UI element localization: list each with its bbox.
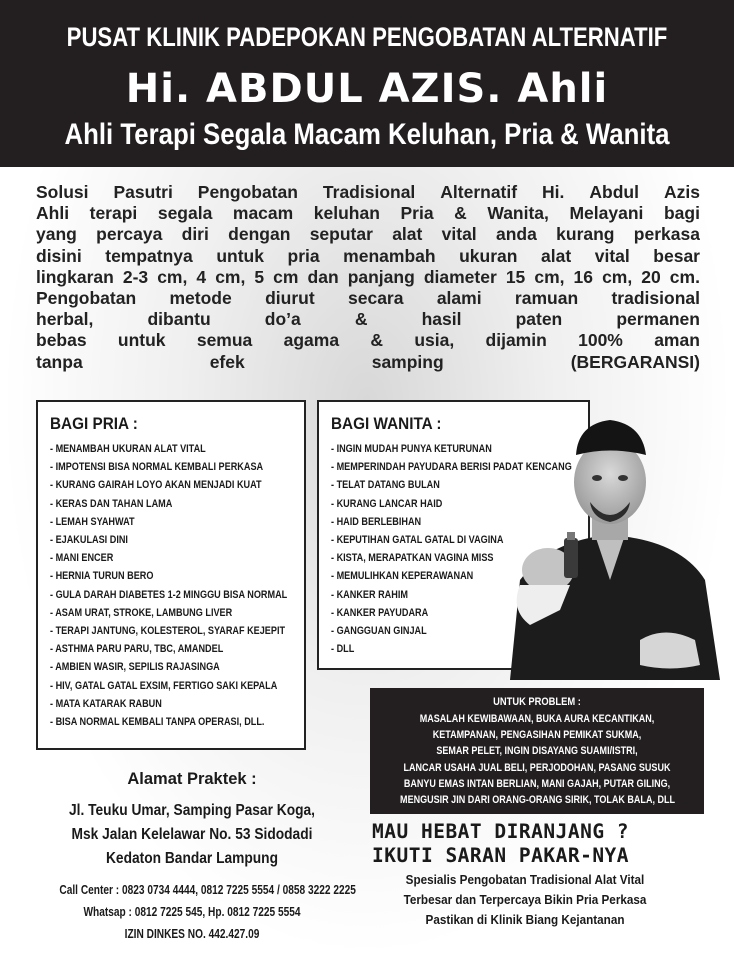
intro-line <box>36 352 700 373</box>
intro-line <box>36 246 700 267</box>
intro-word: bebas <box>36 330 87 351</box>
intro-word: Pengobatan <box>197 182 298 202</box>
problem-line: KETAMPANAN, PENGASIHAN PEMIKAT SUKMA, <box>432 729 642 742</box>
intro-word: secara <box>348 288 404 309</box>
list-item: - KANKER RAHIM <box>331 586 552 604</box>
promo-block <box>372 820 712 928</box>
intro-word: metode <box>169 288 232 309</box>
intro-word: menambah <box>343 245 436 266</box>
intro-word: Azis <box>663 182 700 202</box>
intro-word: macam <box>232 203 294 224</box>
intro-word: ramuan <box>514 288 579 309</box>
intro-word: kurang <box>556 224 615 245</box>
intro-word: untuk <box>117 330 166 351</box>
list-item: - IMPOTENSI BISA NORMAL KEMBALI PERKASA <box>50 458 268 476</box>
list-item: - INGIN MUDAH PUNYA KETURUNAN <box>331 440 552 458</box>
intro-word: samping <box>371 351 444 372</box>
header-banner <box>0 0 734 167</box>
intro-word: diri <box>181 224 209 245</box>
list-item: - LEMAH SYAHWAT <box>50 513 268 531</box>
intro-line <box>36 267 700 288</box>
intro-word: perkasa <box>633 224 700 245</box>
intro-line <box>36 203 700 224</box>
list-item: - MEMULIHKAN KEPERAWANAN <box>331 567 552 585</box>
list-item: - BISA NORMAL KEMBALI TANPA OPERASI, DLL. <box>50 713 268 731</box>
intro-paragraph <box>36 182 700 373</box>
intro-word: tempatnya <box>105 245 193 266</box>
intro-word: Pasutri <box>113 182 173 202</box>
problem-line: LANCAR USAHA JUAL BELI, PERJODOHAN, PASANG SUSUK <box>403 761 671 774</box>
promo-line: Terbesar dan Terpercaya Bikin Pria Perkasa <box>403 892 647 907</box>
list-item: - HIV, GATAL GATAL EXSIM, FERTIGO SAKI KEPALA <box>50 677 268 695</box>
intro-word: 100% <box>578 330 623 351</box>
intro-word: Abdul <box>589 182 639 202</box>
intro-word: & <box>354 309 368 330</box>
intro-word: 5 <box>254 266 265 287</box>
list-item: - DLL <box>331 640 552 658</box>
intro-word: cm, <box>534 266 565 287</box>
intro-word: Hi. <box>542 182 565 202</box>
problem-line: SEMAR PELET, INGIN DISAYANG SUAMI/ISTRI, <box>436 745 638 758</box>
list-item: - MENAMBAH UKURAN ALAT VITAL <box>50 440 268 458</box>
intro-word: 15 <box>505 266 526 287</box>
problem-line: BANYU EMAS INTAN BERLIAN, MANI GAJAH, PUTAR GILING, <box>403 777 671 790</box>
list-item: - TELAT DATANG BULAN <box>331 476 552 494</box>
promo-line: Spesialis Pengobatan Tradisional Alat Vital <box>405 872 645 887</box>
address-line: Jl. Teuku Umar, Samping Pasar Koga, <box>69 802 315 819</box>
intro-word: do’a <box>264 309 301 330</box>
intro-word: alami <box>436 288 482 309</box>
intro-word: tanpa <box>36 351 83 372</box>
list-item: - HAID BERLEBIHAN <box>331 513 552 531</box>
intro-word: panjang <box>347 266 415 287</box>
intro-word: segala <box>157 203 213 224</box>
intro-word: lingkaran <box>36 266 114 287</box>
intro-word: 20 <box>641 266 661 287</box>
intro-word: yang <box>36 224 77 245</box>
list-item: - ASAM URAT, STROKE, LAMBUNG LIVER <box>50 604 268 622</box>
promo-headline: MAU HEBAT DIRANJANG ? <box>372 820 630 843</box>
intro-word: dijamin <box>485 330 547 351</box>
intro-word: Pria <box>400 203 434 224</box>
intro-word: alat <box>541 245 572 266</box>
list-item: - AMBIEN WASIR, SEPILIS RAJASINGA <box>50 658 268 676</box>
intro-line <box>36 330 700 351</box>
address-title: Alamat Praktek : <box>127 770 257 788</box>
intro-word: Alternatif <box>440 182 518 202</box>
intro-word: 16 <box>573 266 594 287</box>
list-item: - KURANG GAIRAH LOYO AKAN MENJADI KUAT <box>50 476 268 494</box>
intro-word: terapi <box>89 203 138 224</box>
list-item: - MANI ENCER <box>50 549 268 567</box>
intro-word: semua <box>196 330 253 351</box>
list-item: - MEMPERINDAH PAYUDARA BERISI PADAT KENCANG <box>331 458 552 476</box>
intro-word: & <box>454 203 467 224</box>
problem-line: MASALAH KEWIBAWAAN, BUKA AURA KECANTIKAN, <box>419 713 655 725</box>
women-box-title: BAGI WANITA : <box>331 414 442 433</box>
intro-word: aman <box>654 330 700 351</box>
intro-word: cm. <box>669 266 700 287</box>
header-tagline: Ahli Terapi Segala Macam Keluhan, Pria & Wanita <box>64 118 670 151</box>
intro-word: cm, <box>602 266 633 287</box>
list-item: - TERAPI JANTUNG, KOLESTEROL, SYARAF KEJEPIT <box>50 622 268 640</box>
promo-subheadline: IKUTI SARAN PAKAR-NYA <box>372 844 630 867</box>
call-center: Call Center : 0823 0734 4444, 0812 7225 5554 / 0858 3222 2225 <box>59 882 356 897</box>
men-box-title: BAGI PRIA : <box>50 414 138 433</box>
intro-word: bagi <box>663 203 700 224</box>
spiritual-problem-box <box>370 688 704 814</box>
intro-word: dengan <box>228 224 291 245</box>
intro-word: cm <box>273 266 299 287</box>
intro-word: 4 <box>196 266 207 287</box>
intro-word: herbal, <box>36 309 94 330</box>
list-item: - HERNIA TURUN BERO <box>50 567 268 585</box>
intro-word: agama <box>283 330 340 351</box>
intro-word: Tradisional <box>322 182 416 202</box>
header-practitioner-name: Hi. ABDUL AZIS. Ahli <box>125 66 609 112</box>
list-item: - MATA KATARAK RABUN <box>50 695 268 713</box>
intro-word: 2-3 <box>122 266 149 287</box>
intro-word: diurut <box>265 288 315 309</box>
practitioner-photo <box>490 410 734 680</box>
address-line: Msk Jalan Kelelawar No. 53 Sidodadi <box>71 826 313 843</box>
intro-word: (BERGARANSI) <box>570 351 700 372</box>
intro-word: ukuran <box>459 245 518 266</box>
intro-line <box>36 309 700 330</box>
list-item: - KEPUTIHAN GATAL GATAL DI VAGINA <box>331 531 552 549</box>
intro-word: pria <box>287 245 320 266</box>
intro-word: seputar <box>309 224 373 245</box>
list-item: - KURANG LANCAR HAID <box>331 495 552 513</box>
intro-word: alat <box>392 224 423 245</box>
intro-word: keluhan <box>313 203 380 224</box>
whatsapp-number: Whatsap : 0812 7225 545, Hp. 0812 7225 5554 <box>83 904 301 919</box>
list-item: - KISTA, MERAPATKAN VAGINA MISS <box>331 549 552 567</box>
intro-word: dibantu <box>147 309 211 330</box>
men-treatment-list <box>38 440 304 731</box>
intro-word: Wanita, <box>487 203 549 224</box>
intro-word: disini <box>36 245 82 266</box>
intro-word: usia, <box>414 330 455 351</box>
problem-line: MENGUSIR JIN DARI ORANG-ORANG SIRIK, TOLAK BALA, DLL <box>400 794 676 807</box>
intro-word: Pengobatan <box>36 288 137 309</box>
list-item: - ASTHMA PARU PARU, TBC, AMANDEL <box>50 640 268 658</box>
list-item: - GANGGUAN GINJAL <box>331 622 552 640</box>
intro-word: Ahli <box>36 203 70 224</box>
list-item: - KERAS DAN TAHAN LAMA <box>50 495 268 513</box>
intro-word: anda <box>495 224 537 245</box>
intro-word: Melayani <box>569 203 644 224</box>
header-clinic-name: PUSAT KLINIK PADEPOKAN PENGOBATAN ALTERNATIF <box>66 22 668 52</box>
intro-word: untuk <box>216 245 264 266</box>
intro-word: & <box>370 330 384 351</box>
intro-word: permanen <box>616 309 700 330</box>
intro-word: efek <box>209 351 245 372</box>
problem-title: UNTUK PROBLEM : <box>493 696 581 708</box>
intro-word: tradisional <box>611 288 700 309</box>
intro-word: vital <box>441 224 477 245</box>
intro-word: cm, <box>215 266 246 287</box>
intro-word: hasil <box>421 309 462 330</box>
men-treatment-box <box>36 400 306 750</box>
address-line: Kedaton Bandar Lampung <box>105 850 278 867</box>
intro-line <box>36 288 700 309</box>
list-item: - EJAKULASI DINI <box>50 531 268 549</box>
intro-word: Solusi <box>36 182 89 202</box>
intro-word: besar <box>653 245 700 266</box>
practice-address <box>22 770 362 945</box>
intro-line <box>36 224 700 245</box>
intro-word: dan <box>307 266 339 287</box>
intro-word: paten <box>515 309 563 330</box>
intro-line <box>36 182 700 203</box>
list-item: - KANKER PAYUDARA <box>331 604 552 622</box>
intro-word: diameter <box>423 266 497 287</box>
intro-word: cm, <box>157 266 188 287</box>
intro-word: vital <box>594 245 630 266</box>
intro-word: percaya <box>96 224 163 245</box>
promo-line: Pastikan di Klinik Biang Kejantanan <box>425 912 625 927</box>
health-license: IZIN DINKES NO. 442.427.09 <box>124 926 260 941</box>
list-item: - GULA DARAH DIABETES 1-2 MINGGU BISA NORMAL <box>50 586 268 604</box>
